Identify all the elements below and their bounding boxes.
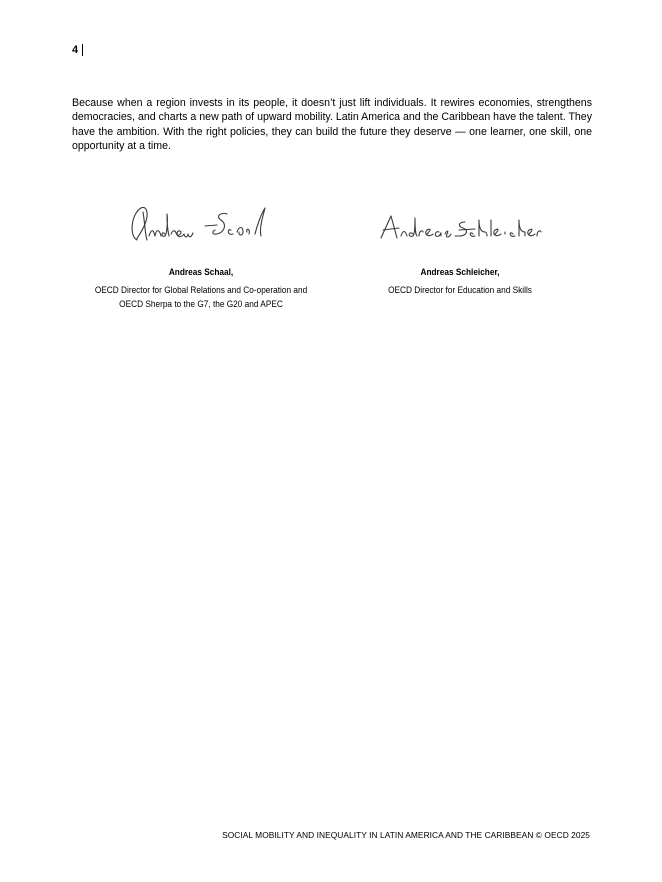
body-paragraph: Because when a region invests in its people, it doesn’t just lift individuals. It rewires economies, strengthens democracies, and charts a new path of upward mobility. Latin America and the Caribbean have the talent. They have the ambition. With the right policies, they can build the future they deserve — one learner, one skill, one opportunity at a time. xyxy=(72,97,592,152)
signature-block-schaal xyxy=(71,200,331,311)
signer-title: OECD Director for Education and Skills xyxy=(388,285,532,295)
signer-title: OECD Director for Global Relations and Co-operation and OECD Sherpa to the G7, the G20 and APEC xyxy=(94,285,308,309)
page-footer: SOCIAL MOBILITY AND INEQUALITY IN LATIN AMERICA AND THE CARIBBEAN © OECD 2025 xyxy=(222,830,590,840)
signer-name: Andreas Schleicher, xyxy=(420,267,500,277)
header-divider xyxy=(82,44,83,56)
handwritten-signature-schaal xyxy=(121,200,281,250)
handwritten-signature-schleicher xyxy=(375,200,545,250)
page-header xyxy=(72,43,83,57)
page-number: 4 xyxy=(72,44,79,56)
signer-name: Andreas Schaal, xyxy=(168,267,234,277)
signature-block-schleicher xyxy=(330,200,590,298)
